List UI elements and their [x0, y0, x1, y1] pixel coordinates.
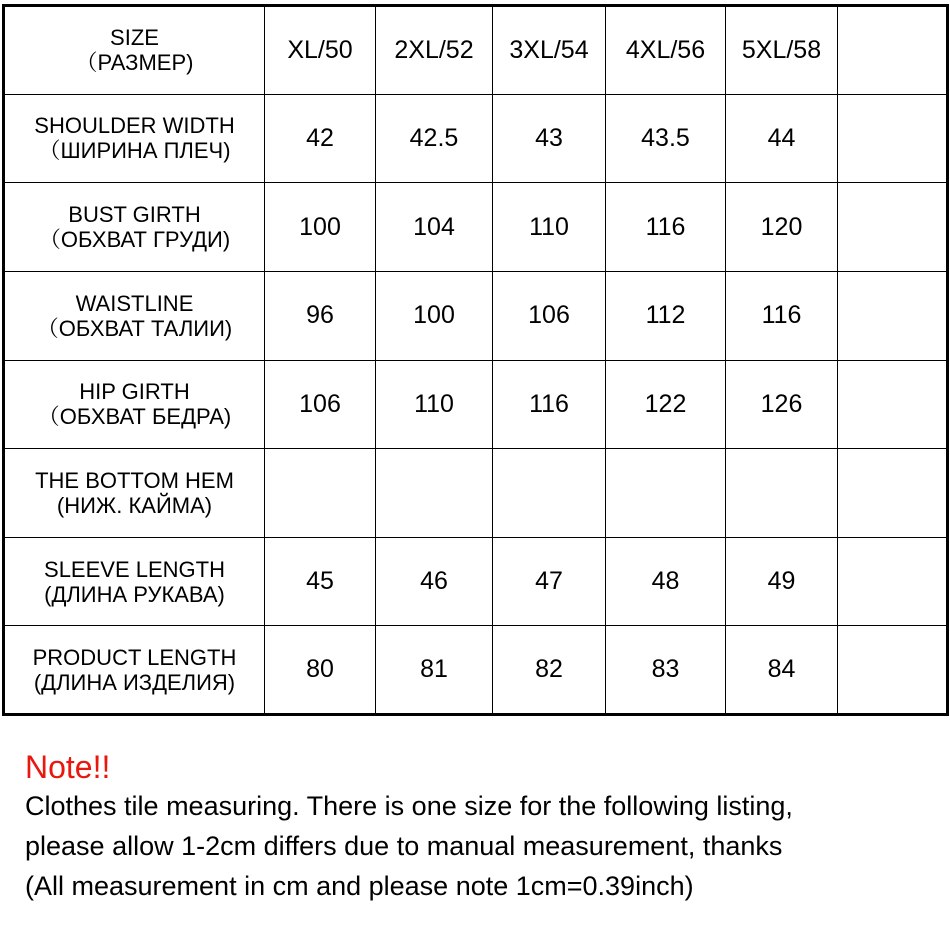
table-cell: [838, 537, 948, 626]
size-header-cell: XL/50: [265, 6, 376, 95]
table-cell: 47: [493, 537, 606, 626]
table-cell: 106: [493, 271, 606, 360]
row-label-ru: （ОБХВАТ БЕДРА): [37, 404, 232, 430]
table-cell: [838, 626, 948, 715]
table-cell: 100: [376, 271, 493, 360]
row-label-waistline: [4, 271, 265, 360]
table-cell: 81: [376, 626, 493, 715]
measurement-note: [25, 748, 940, 906]
note-line: (All measurement in cm and please note 1cm=0.39inch): [25, 871, 694, 901]
table-cell: 42: [265, 94, 376, 183]
note-line: please allow 1-2cm differs due to manual measurement, thanks: [25, 831, 783, 861]
table-cell: 49: [726, 537, 838, 626]
row-label-en: BUST GIRTH: [68, 202, 201, 228]
size-header-cell: 5XL/58: [726, 6, 838, 95]
size-header-cell: 2XL/52: [376, 6, 493, 95]
row-label-en: WAISTLINE: [75, 290, 194, 316]
size-header-cell: [838, 6, 948, 95]
table-cell: 116: [726, 271, 838, 360]
row-label-product-length: [4, 626, 265, 715]
table-cell: 122: [606, 360, 726, 449]
table-cell: [376, 449, 493, 538]
row-label-en: HIP GIRTH: [79, 379, 190, 405]
row-label-bust-girth: [4, 183, 265, 272]
table-cell: 116: [606, 183, 726, 272]
table-header-row: [4, 6, 948, 95]
table-cell: 84: [726, 626, 838, 715]
table-cell: 112: [606, 271, 726, 360]
row-label-ru: （ОБХВАТ ТАЛИИ): [36, 315, 233, 341]
row-label-hip-girth: [4, 360, 265, 449]
size-header-cell: 4XL/56: [606, 6, 726, 95]
table-cell: 82: [493, 626, 606, 715]
row-label-ru: （ШИРИНА ПЛЕЧ): [38, 138, 231, 164]
row-label-en: SLEEVE LENGTH: [44, 556, 225, 582]
table-cell: 106: [265, 360, 376, 449]
table-cell: [838, 183, 948, 272]
size-chart-table: [2, 4, 949, 716]
table-cell: 100: [265, 183, 376, 272]
table-cell: 42.5: [376, 94, 493, 183]
table-cell: 43: [493, 94, 606, 183]
table-cell: 43.5: [606, 94, 726, 183]
table-cell: 126: [726, 360, 838, 449]
table-row: [4, 449, 948, 538]
table-cell: 80: [265, 626, 376, 715]
table-cell: [838, 449, 948, 538]
table-cell: [838, 94, 948, 183]
table-cell: 110: [493, 183, 606, 272]
row-label-en: SIZE: [110, 25, 159, 51]
row-label-en: SHOULDER WIDTH: [34, 113, 235, 139]
size-header-cell: 3XL/54: [493, 6, 606, 95]
note-line: Clothes tile measuring. There is one size for the following listing,: [25, 791, 793, 821]
row-label-en: THE BOTTOM HEM: [35, 467, 234, 493]
row-label-ru: (ДЛИНА РУКАВА): [44, 581, 225, 607]
table-row: [4, 183, 948, 272]
table-cell: 44: [726, 94, 838, 183]
table-cell: 96: [265, 271, 376, 360]
table-cell: [493, 449, 606, 538]
table-cell: 110: [376, 360, 493, 449]
row-label-size: [4, 6, 265, 95]
row-label-sleeve-length: [4, 537, 265, 626]
table-row: [4, 271, 948, 360]
note-title: Note!!: [25, 749, 111, 785]
row-label-ru: （ОБХВАТ ГРУДИ): [38, 227, 231, 253]
row-label-ru: (ДЛИНА ИЗДЕЛИЯ): [33, 669, 236, 695]
table-cell: [726, 449, 838, 538]
table-row: [4, 360, 948, 449]
table-cell: 83: [606, 626, 726, 715]
table-cell: 45: [265, 537, 376, 626]
table-cell: [838, 360, 948, 449]
table-cell: 116: [493, 360, 606, 449]
table-cell: 46: [376, 537, 493, 626]
table-cell: 48: [606, 537, 726, 626]
table-row: [4, 626, 948, 715]
table-row: [4, 94, 948, 183]
table-cell: [606, 449, 726, 538]
row-label-bottom-hem: [4, 449, 265, 538]
row-label-shoulder-width: [4, 94, 265, 183]
table-cell: 104: [376, 183, 493, 272]
row-label-en: PRODUCT LENGTH: [32, 644, 237, 670]
row-label-ru: (НИЖ. КАЙМА): [56, 492, 213, 518]
table-cell: 120: [726, 183, 838, 272]
table-cell: [265, 449, 376, 538]
row-label-ru: （РАЗМЕР): [75, 50, 194, 76]
table-cell: [838, 271, 948, 360]
table-row: [4, 537, 948, 626]
